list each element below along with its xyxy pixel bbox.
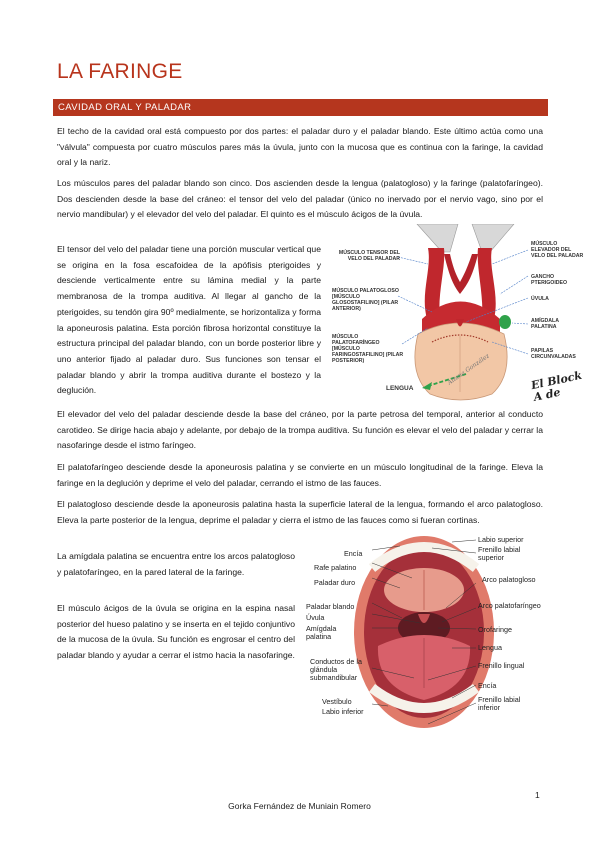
page-title: LA FARINGE: [57, 60, 183, 83]
label-lower-lip: Labio inferior: [322, 707, 364, 716]
label-uvula: Úvula: [306, 613, 325, 622]
paragraph: El músculo ácigos de la úvula se origina en la espina nasal posterior del hueso palatino y se inserta en el tejido conjuntivo de la mucosa de la úvula. Su función es engrosar el centro del paladar blando y ayudar a cerrar el istmo hacia la nasofaringe.: [57, 603, 295, 661]
label-submandibular-ducts: Conductos de la glándula submandibular: [310, 657, 362, 682]
paragraph: El palatofaríngeo desciende desde la aponeurosis palatina y se convierte en un músculo longitudinal de la faringe. Eleva la faringe en la deglución y deprime el velo del paladar, cerrando el istmo de las fauces.: [57, 462, 543, 488]
label-palatopharyngeus: MÚSCULO PALATOFARÍNGEO [MÚSCULO FARINGOSTAFILINO] (PILAR POSTERIOR): [332, 334, 404, 364]
label-upper-lip: Labio superior: [478, 535, 524, 544]
paragraph: Los músculos pares del paladar blando son cinco. Dos ascienden desde la lengua (palatogloso) y la faringe (palatofaríngeo). Dos descienden desde la base del cráneo: el tensor del velo del paladar (único no inervado por el nervio vago, sino por el nervio mandibular) y el elevador del velo del paladar. El quinto es el músculo ácigos de la úvula.: [57, 178, 543, 220]
paragraph: El techo de la cavidad oral está compuesto por dos partes: el paladar duro y el paladar blando. Este último actúa como una "válvula" compuesta por cuatro músculos pares más la úvula, junto con la mucosa que es continua con la faringe, la cavidad oral y la nariz.: [57, 126, 543, 168]
label-palatoglossal-arch: Arco palatogloso: [482, 575, 536, 584]
watermark: El Block A de: [529, 368, 584, 404]
label-uvula: ÚVULA: [531, 296, 549, 302]
label-palatine-raphe: Rafe palatino: [314, 563, 357, 572]
label-hard-palate: Paladar duro: [314, 578, 356, 587]
label-lower-labial-frenulum: Frenillo labial inferior: [478, 695, 521, 712]
label-upper-labial-frenulum: Frenillo labial superior: [478, 545, 521, 562]
soft-palate-figure: [332, 224, 586, 404]
illustrator-signature: Aitana González: [446, 352, 491, 387]
label-palatoglossus: MÚSCULO PALATOGLOSO [MÚSCULO GLOSOSTAFILINO] (PILAR ANTERIOR): [332, 288, 399, 312]
label-encia-top: Encía: [344, 549, 363, 558]
paragraph: El palatogloso desciende desde la aponeurosis palatina hasta la superficie lateral de la lengua, formando el arco palatogloso. Eleva la parte posterior de la lengua, deprime el paladar y cierra el istmo de las fauces como si fueran cortinas.: [57, 499, 543, 525]
label-levator-muscle: MÚSCULO ELEVADOR DEL VELO DEL PALADAR: [531, 241, 584, 259]
label-papillae: PAPILAS CIRCUNVALADAS: [531, 348, 576, 360]
label-lingual-frenulum: Frenillo lingual: [478, 661, 525, 670]
label-tongue: Lengua: [478, 643, 502, 652]
label-tongue: LENGUA: [386, 385, 414, 392]
label-pterygoid-hamulus: GANCHO PTERIGOIDEO: [531, 274, 568, 286]
label-encia-bottom: Encía: [478, 681, 497, 690]
paragraph: El elevador del velo del paladar desciende desde la base del cráneo, por la parte petrosa del temporal, anterior al conducto carotideo. Se dirige hacia abajo y adelante, por debajo de la trompa auditiva. Su función es elevar el velo del paladar y cerrar la nasofaringe desde el istmo faríngeo.: [57, 409, 543, 451]
page-number: 1: [535, 790, 540, 800]
label-tensor-muscle: MÚSCULO TENSOR DEL VELO DEL PALADAR: [338, 250, 400, 262]
section-header: CAVIDAD ORAL Y PALADAR: [53, 99, 548, 116]
paragraph: El tensor del velo del paladar tiene una porción muscular vertical que se origina en la fosa escafoidea de la apófisis pterigoides y desciende verticalmente entre su lámina medial y la parte membranosa de la trompa auditiva. Al llegar al gancho de la pterigoides, su tendón gira 90º medialmente, se horizontaliza y forma la aponeurosis palatina. Esta porción fibrosa horizontal constituye la estructura principal del paladar blando, con un borde posterior libre y uno anterior fijado al paladar duro. Sus funciones son tensar el paladar blando y abrir la trompa auditiva durante el bostezo y la deglución.: [57, 244, 321, 396]
label-soft-palate: Paladar blando: [306, 602, 355, 611]
label-palatopharyngeal-arch: Arco palatofaríngeo: [478, 601, 541, 610]
label-vestibule: Vestíbulo: [322, 697, 352, 706]
footer-author: Gorka Fernández de Muniain Romero: [228, 801, 371, 811]
paragraph: La amígdala palatina se encuentra entre los arcos palatogloso y palatofaríngeo, en la pared lateral de la faringe.: [57, 551, 295, 577]
label-oropharynx: Orofaringe: [478, 625, 512, 634]
label-palatine-tonsil: Amígdala palatina: [306, 624, 337, 641]
label-tonsil: AMÍGDALA PALATINA: [531, 318, 559, 330]
oral-cavity-figure: [302, 528, 546, 738]
